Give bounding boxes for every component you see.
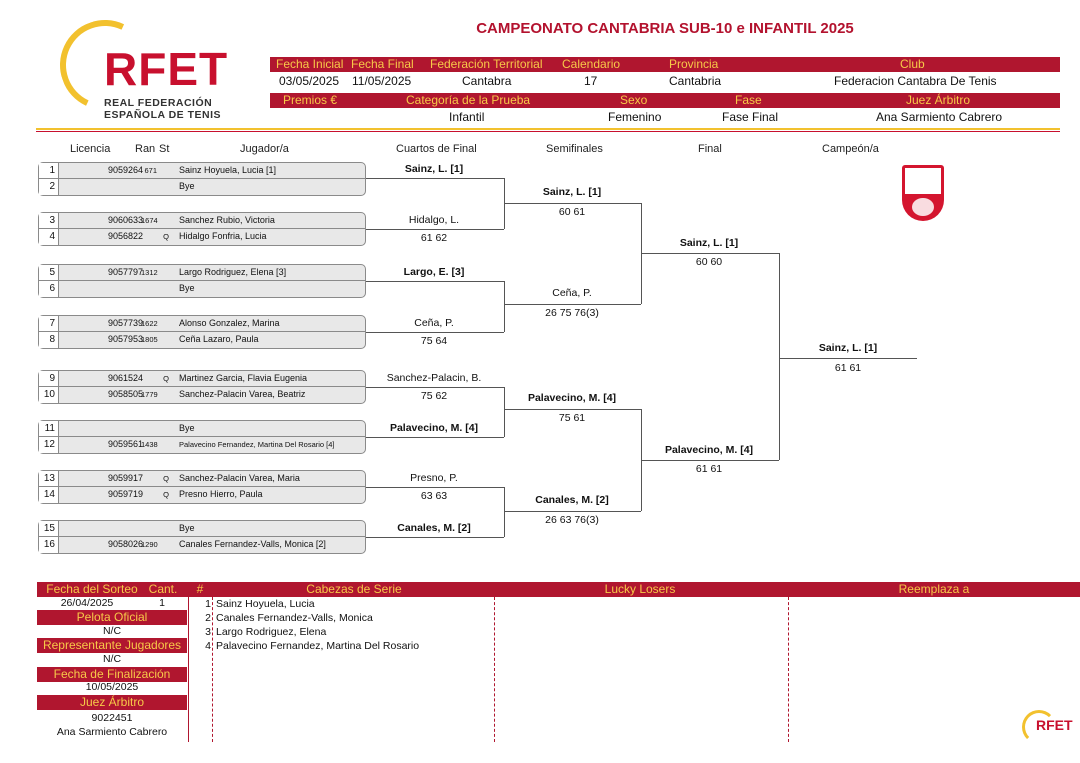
header-bar-2 (270, 93, 1060, 108)
col-jugador: Jugador/a (240, 143, 289, 155)
sf-winner: Palavecino, M. [4] (527, 392, 617, 404)
player-slot (38, 332, 366, 349)
hdr-fecha-final: Fecha Final (351, 57, 414, 71)
ranking: 1779 (141, 390, 158, 399)
qf-score: 63 63 (420, 490, 448, 502)
player-name: Bye (179, 181, 195, 191)
license-number: 9056822 (107, 231, 143, 241)
seed: 15 (39, 521, 59, 536)
ranking: 1438 (141, 440, 158, 449)
ranking: 1312 (141, 268, 158, 277)
hdr-premios: Premios € (283, 93, 338, 107)
page-title: CAMPEONATO CANTABRIA SUB-10 e INFANTIL 2025 (476, 20, 854, 37)
bracket-line (504, 203, 641, 204)
hdr-fase: Fase (735, 93, 762, 107)
sf-winner: Ceña, P. (552, 287, 592, 299)
hdr-fecha-inicial: Fecha Inicial (276, 57, 344, 71)
ft-reemplaza-label: Reemplaza a (898, 582, 970, 596)
ranking: 1290 (141, 540, 158, 549)
player-slot (38, 264, 366, 281)
status: Q (163, 474, 169, 483)
bracket-line (641, 253, 779, 254)
ft-pelota-label: Pelota Oficial (37, 610, 187, 625)
champion-name: Sainz, L. [1] (818, 342, 878, 354)
qf-winner: Hidalgo, L. (408, 214, 460, 226)
bracket-line (366, 537, 504, 538)
qf-score: 75 62 (420, 390, 448, 402)
player-name: Canales Fernandez-Valls, Monica [2] (179, 539, 326, 549)
qf-score: 75 64 (420, 335, 448, 347)
player-name: Bye (179, 423, 195, 433)
ft-lucky-label: Lucky Losers (604, 582, 676, 596)
seed-row (200, 611, 373, 625)
player-slot (38, 212, 366, 229)
player-slot (38, 229, 366, 246)
status: Q (163, 374, 169, 383)
divider-red (36, 131, 1060, 132)
player-name: Sanchez-Palacin Varea, Maria (179, 473, 300, 483)
qf-winner: Palavecino, M. [4] (389, 422, 479, 434)
col-ran: Ran (135, 143, 156, 155)
hdr-calendario: Calendario (562, 57, 621, 71)
player-name: Sainz Hoyuela, Lucia [1] (179, 165, 277, 175)
ft-juez-label: Juez Árbitro (37, 695, 187, 710)
seed: 12 (39, 437, 59, 453)
player-slot (38, 387, 366, 404)
sf-winner: Sainz, L. [1] (542, 186, 602, 198)
shield-rackets-icon (905, 168, 941, 194)
qf-score: 61 62 (420, 232, 448, 244)
bracket-line (366, 487, 504, 488)
seed: 3 (39, 213, 59, 228)
license-number: 9060633 (107, 215, 143, 225)
ft-cabezas-label: Cabezas de Serie (306, 582, 402, 596)
seed-name: Canales Fernandez-Valls, Monica (216, 612, 373, 624)
seed: 8 (39, 332, 59, 348)
bracket-line (779, 253, 780, 460)
ranking: 1622 (141, 319, 158, 328)
sf-score: 26 75 76(3) (545, 307, 599, 319)
qf-winner: Presno, P. (410, 472, 458, 484)
qf-winner: Largo, E. [3] (403, 266, 465, 278)
col-st: St (159, 143, 170, 155)
bracket-line (366, 281, 504, 282)
ft-rep-value: N/C (102, 653, 122, 665)
col-final: Final (698, 143, 722, 155)
ft-cant-value: 1 (159, 597, 165, 609)
val-calendario: 17 (584, 74, 598, 88)
bracket-line (504, 304, 641, 305)
player-name: Sanchez-Palacin Varea, Beatriz (179, 389, 306, 399)
sf-score: 60 61 (558, 206, 586, 218)
logo-sub1: REAL FEDERACIÓN (104, 97, 213, 109)
ft-sorteo-date: 26/04/2025 (60, 597, 114, 609)
ft-fin-label: Fecha de Finalización (37, 667, 187, 682)
player-name: Bye (179, 523, 195, 533)
bracket-line (366, 332, 504, 333)
rfet-logo: RFET (104, 43, 229, 95)
val-fecha-final: 11/05/2025 (352, 74, 412, 88)
player-name: Ceña Lazaro, Paula (179, 334, 259, 344)
player-slot (38, 281, 366, 298)
ft-cant-label: Cant. (148, 582, 178, 596)
final-score: 61 61 (695, 463, 723, 475)
seed: 2 (39, 179, 59, 195)
col-campeon: Campeón/a (822, 143, 879, 155)
ft-divider-4 (788, 597, 789, 742)
header-bar-1 (270, 57, 1060, 72)
bracket-line (366, 229, 504, 230)
bracket-line (641, 460, 779, 461)
status: Q (163, 490, 169, 499)
val-juez: Ana Sarmiento Cabrero (876, 110, 1003, 124)
ft-pelota-value: N/C (102, 625, 122, 637)
seed: 7 (39, 316, 59, 331)
qf-winner: Canales, M. [2] (397, 522, 471, 534)
player-slot (38, 487, 366, 504)
val-categoria: Infantil (449, 110, 485, 124)
mini-rfet-logo: RFET (1036, 717, 1073, 733)
seed-row (200, 639, 419, 653)
seed: 1 (39, 163, 59, 178)
license-number: 9058505 (107, 389, 143, 399)
ranking: 671 (144, 166, 157, 175)
bracket-line (366, 437, 504, 438)
license-number: 9057739 (107, 318, 143, 328)
license-number: 9058026 (107, 539, 143, 549)
val-fecha-inicial: 03/05/2025 (279, 74, 340, 88)
ft-juez-id: 9022451 (91, 712, 133, 724)
player-slot (38, 437, 366, 454)
seed-number: 2 (205, 612, 211, 624)
hdr-categoria: Categoría de la Prueba (406, 93, 531, 107)
sf-score: 26 63 76(3) (545, 514, 599, 526)
col-cuartos: Cuartos de Final (396, 143, 477, 155)
seed: 16 (39, 537, 59, 553)
ft-divider-3 (494, 597, 495, 742)
ft-sorteo-label: Fecha del Sorteo (46, 582, 138, 596)
shield-ball-icon (912, 198, 934, 216)
seed-name: Largo Rodriguez, Elena (216, 626, 327, 638)
bracket-line (366, 178, 504, 179)
qf-winner: Sanchez-Palacin, B. (386, 372, 482, 384)
status: Q (163, 232, 169, 241)
seed-row (200, 625, 326, 639)
val-sexo: Femenino (608, 110, 662, 124)
ft-hash-label: # (196, 582, 204, 596)
hdr-juez: Juez Árbitro (906, 93, 971, 107)
bracket-line (779, 358, 917, 359)
player-name: Alonso Gonzalez, Marina (179, 318, 280, 328)
qf-winner: Sainz, L. [1] (404, 163, 464, 175)
val-provincia: Cantabria (669, 74, 722, 88)
final-winner: Sainz, L. [1] (679, 237, 739, 249)
ft-juez-name: Ana Sarmiento Cabrero (56, 726, 168, 738)
final-score: 60 60 (695, 256, 723, 268)
sf-winner: Canales, M. [2] (535, 494, 609, 506)
hdr-sexo: Sexo (620, 93, 648, 107)
col-semifinales: Semifinales (546, 143, 603, 155)
bracket-line (504, 511, 641, 512)
license-number: 9061524 (107, 373, 143, 383)
divider-gold (36, 128, 1060, 130)
player-slot (38, 370, 366, 387)
license-number: 9059561 (107, 439, 143, 449)
seed: 4 (39, 229, 59, 245)
player-slot (38, 162, 366, 179)
val-club: Federacion Cantabra De Tenis (834, 74, 997, 88)
val-fase: Fase Final (722, 110, 779, 124)
seed-number: 1 (205, 598, 211, 610)
player-name: Palavecino Fernandez, Martina Del Rosario [4] (179, 440, 335, 449)
logo-subtitle (104, 97, 221, 121)
hdr-club: Club (900, 57, 925, 71)
license-number: 9059719 (107, 489, 143, 499)
seed: 14 (39, 487, 59, 503)
player-name: Martinez Garcia, Flavia Eugenia (179, 373, 308, 383)
seed-number: 3 (205, 626, 211, 638)
seed: 5 (39, 265, 59, 280)
seed-number: 4 (205, 640, 211, 652)
player-name: Hidalgo Fonfria, Lucia (179, 231, 267, 241)
bracket-line (504, 409, 641, 410)
ranking: 1674 (141, 216, 158, 225)
license-number: 9057797 (107, 267, 143, 277)
ranking: 1805 (141, 335, 158, 344)
seed: 11 (39, 421, 59, 436)
ft-fin-value: 10/05/2025 (85, 681, 139, 693)
hdr-provincia: Provincia (669, 57, 719, 71)
final-winner: Palavecino, M. [4] (664, 444, 754, 456)
ft-divider-1 (188, 597, 189, 742)
player-name: Sanchez Rubio, Victoria (179, 215, 275, 225)
hdr-federacion: Federación Territorial (430, 57, 543, 71)
col-licencia: Licencia (70, 143, 111, 155)
seed: 6 (39, 281, 59, 297)
player-slot (38, 420, 366, 437)
qf-winner: Ceña, P. (414, 317, 454, 329)
player-slot (38, 520, 366, 537)
seed: 13 (39, 471, 59, 486)
player-slot (38, 315, 366, 332)
logo-sub2: ESPAÑOLA DE TENIS (104, 109, 222, 121)
champion-score: 61 61 (834, 362, 862, 374)
seed-row (200, 597, 315, 611)
player-name: Largo Rodriguez, Elena [3] (179, 267, 287, 277)
player-slot (38, 537, 366, 554)
bracket-line (366, 387, 504, 388)
seed: 10 (39, 387, 59, 403)
license-number: 9057953 (107, 334, 143, 344)
player-slot (38, 179, 366, 196)
val-federacion: Cantabra (462, 74, 512, 88)
license-number: 9059264 (107, 165, 143, 175)
player-slot (38, 470, 366, 487)
seed-name: Palavecino Fernandez, Martina Del Rosario (216, 640, 420, 652)
ft-rep-label: Representante Jugadores (37, 638, 187, 653)
sf-score: 75 61 (558, 412, 586, 424)
player-name: Presno Hierro, Paula (179, 489, 263, 499)
seed: 9 (39, 371, 59, 386)
seed-name: Sainz Hoyuela, Lucia (216, 598, 315, 610)
player-name: Bye (179, 283, 195, 293)
license-number: 9059917 (107, 473, 143, 483)
